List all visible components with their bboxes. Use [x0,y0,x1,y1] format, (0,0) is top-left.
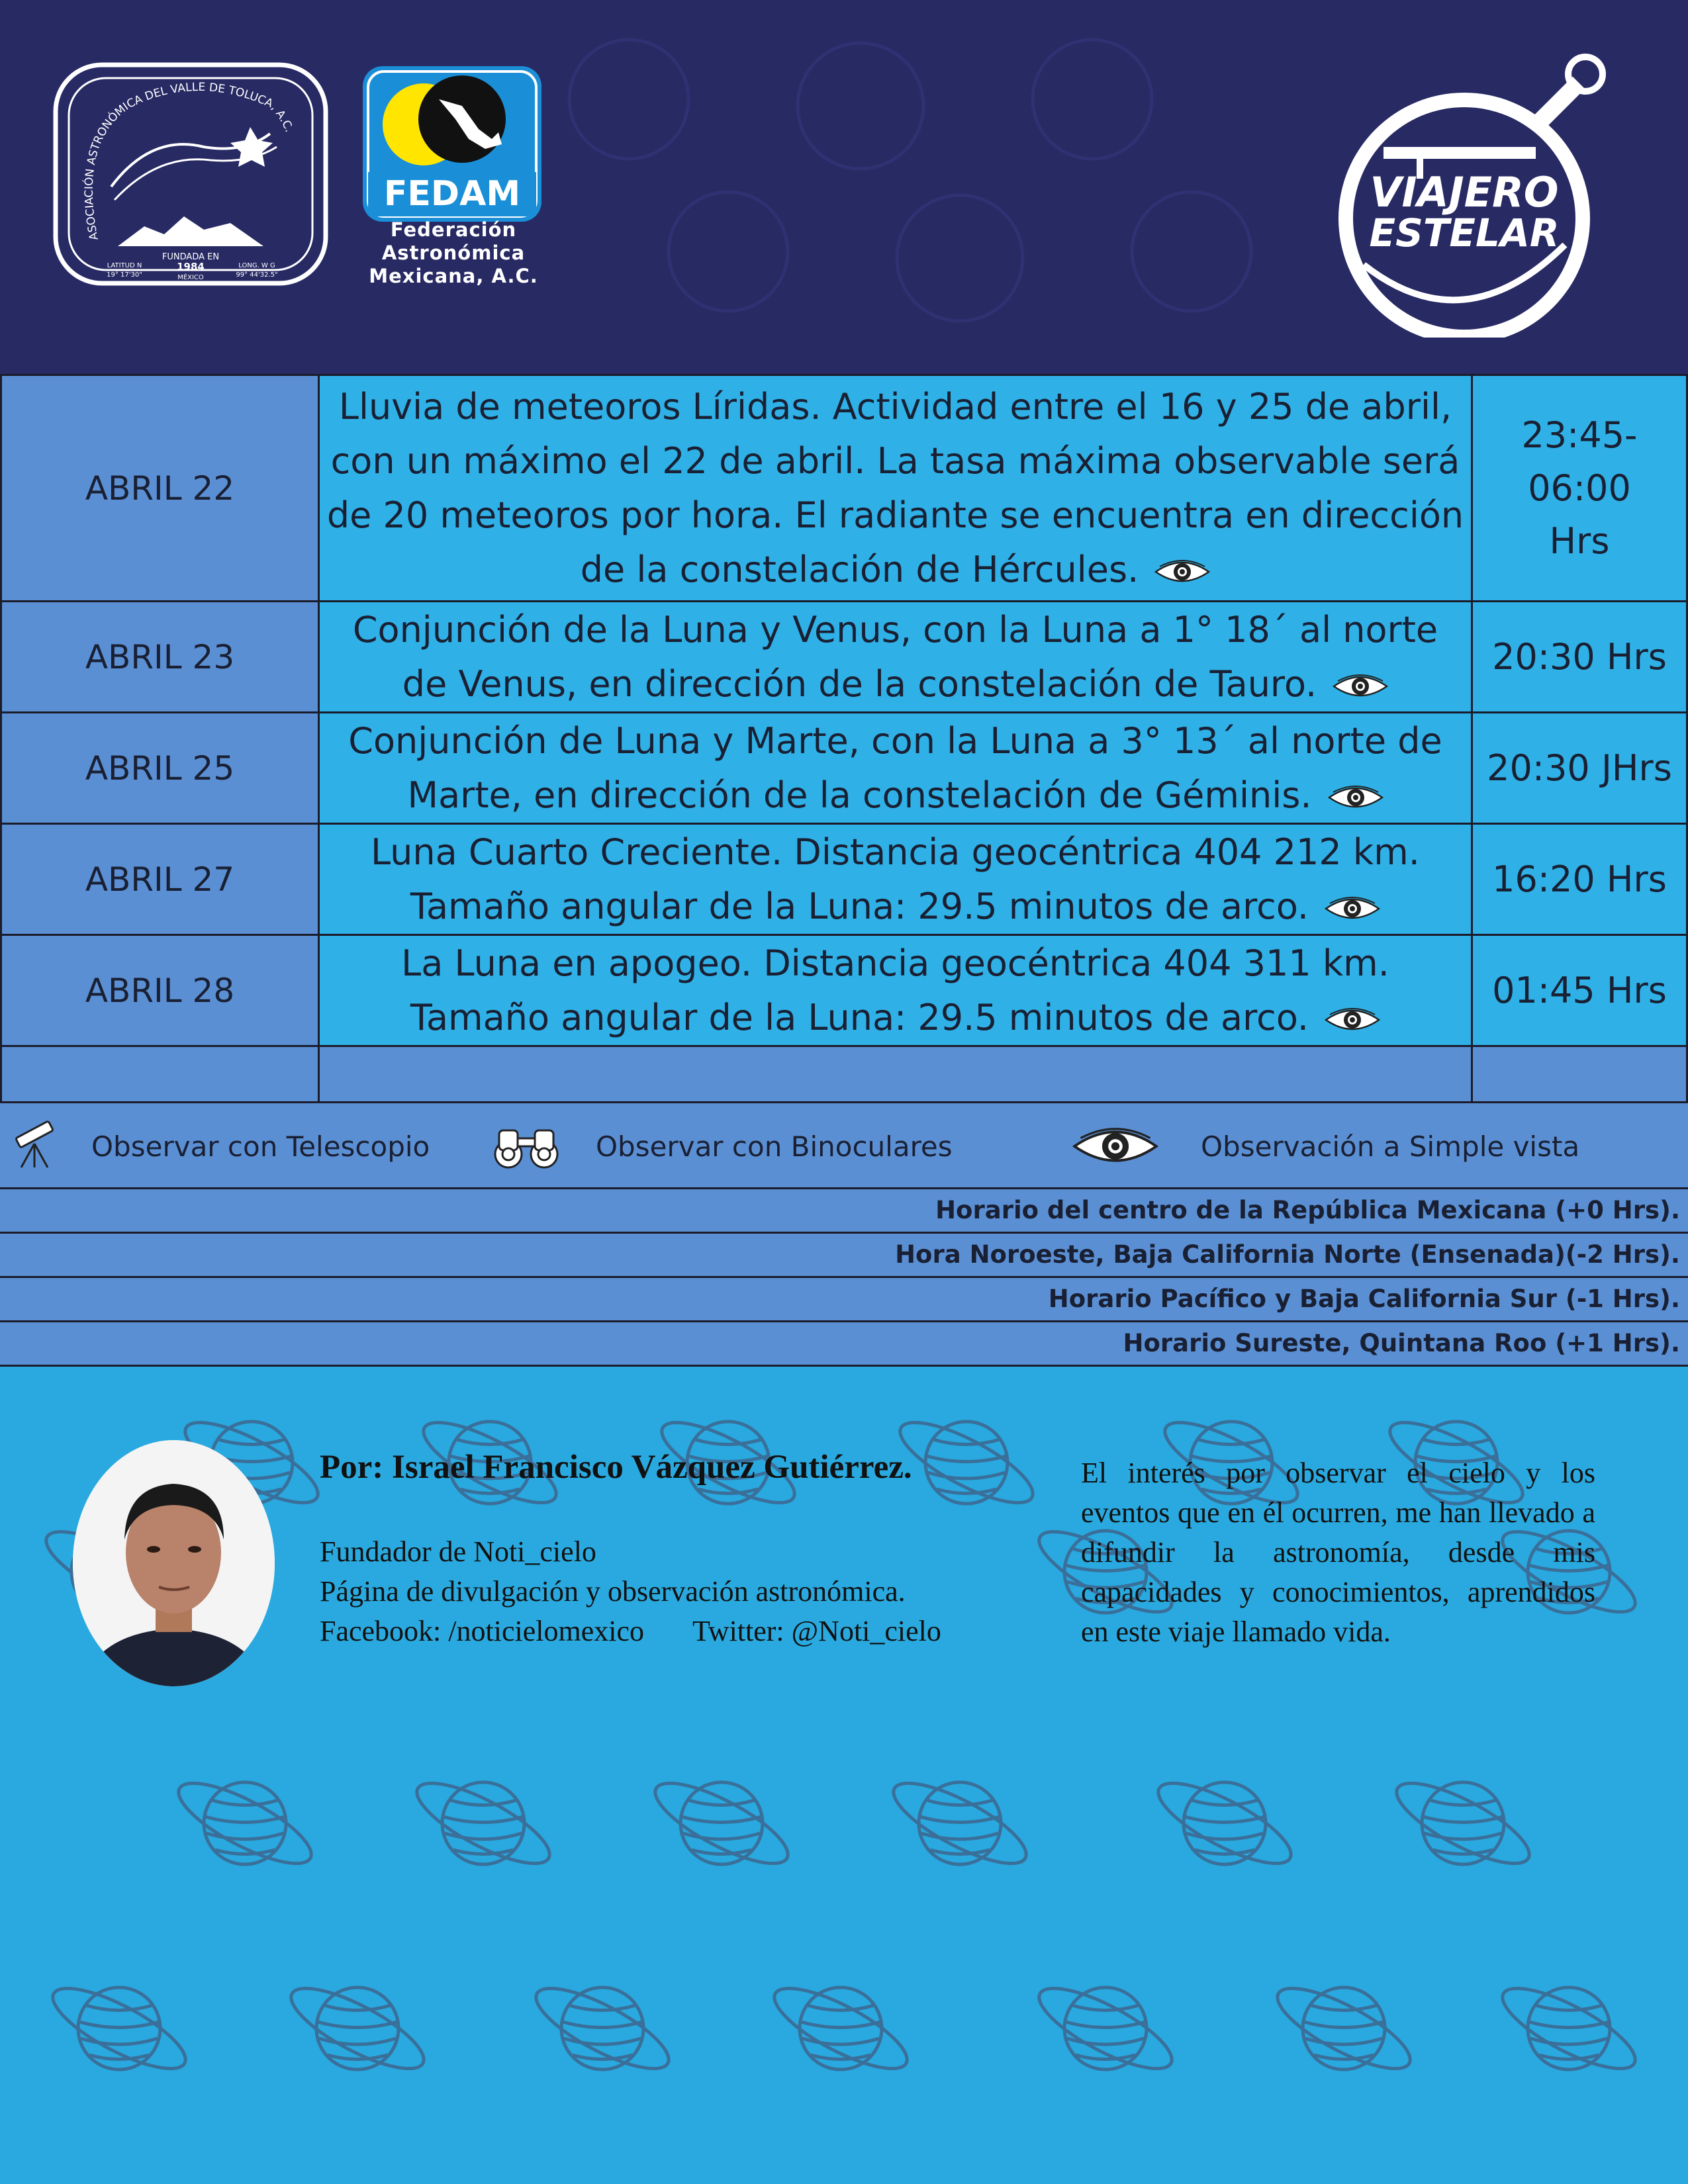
eye-icon [1328,783,1383,812]
fedam-caption-line: Mexicana, A.C. [369,265,538,287]
aavt-founded-label: FUNDADA EN [162,252,220,262]
event-date: ABRIL 23 [0,600,320,713]
table-row [0,934,1688,1047]
event-description [318,934,1473,1047]
aavt-lat-label: LATITUD N [107,262,142,269]
legend-telescope-label: Observar con Telescopio [91,1130,430,1163]
event-description-text: Luna Cuarto Creciente. Distancia geocéntrica 404 212 km. Tamaño angular de la Luna: 29.5 minutos de arco. [371,831,1420,927]
aavt-lat-value: 19° 17'30" [107,271,142,279]
planet-icon [407,1768,559,1878]
event-date: ABRIL 28 [0,934,320,1047]
table-row [0,823,1688,936]
author-social [320,1612,941,1651]
empty-cell [318,1045,1473,1103]
event-time: 20:30 Hrs [1471,600,1688,713]
timezone-row: Horario Sureste, Quintana Roo (+1 Hrs). [0,1322,1688,1367]
event-description [318,823,1473,936]
eye-icon [1325,1005,1380,1034]
eye-icon [1154,557,1210,586]
author-info [320,1532,941,1651]
planet-icon [1493,1974,1645,2083]
event-time: 23:45-06:00 Hrs [1471,374,1688,602]
event-description-text: Conjunción de Luna y Marte, con la Luna a 3° 13´ al norte de Marte, en dirección de la constelación de Géminis. [348,719,1442,816]
aavt-ring-text: ASOCIACIÓN ASTRONÓMICA DEL VALLE DE TOLUCA, A.C. [82,80,296,242]
fedam-caption [344,218,563,288]
fedam-logo [363,66,541,222]
table-row [0,711,1688,825]
planet-icon [1149,1768,1301,1878]
event-description [318,600,1473,713]
planet-icon [1387,1768,1539,1878]
event-description-text: Conjunción de la Luna y Venus, con la Luna a 1° 18´ al norte de Venus, en dirección de la constelación de Tauro. [352,608,1438,705]
legend-binoculars [490,1103,953,1189]
empty-cell [1471,1045,1688,1103]
legend-binoculars-label: Observar con Binoculares [596,1130,953,1163]
planet-icon [1268,1974,1420,2083]
author-role: Fundador de Noti_cielo [320,1535,596,1568]
legend-naked-eye [1072,1103,1579,1189]
planet-icon [890,1408,1043,1517]
table-row-empty [0,1045,1688,1103]
timezone-row: Horario Pacífico y Baja California Sur (-1 Hrs). [0,1278,1688,1322]
facebook-handle[interactable]: Facebook: /noticielomexico [320,1615,644,1647]
legend-naked-eye-label: Observación a Simple vista [1201,1130,1580,1163]
twitter-handle[interactable]: Twitter: @Noti_cielo [692,1615,941,1647]
viajero-estelar-logo [1317,33,1622,338]
event-description [318,374,1473,602]
eye-icon [1072,1124,1158,1169]
table-row [0,600,1688,713]
fedam-caption-line: Federación [390,218,517,241]
timezone-row: Hora Noroeste, Baja California Norte (Ensenada)(-2 Hrs). [0,1234,1688,1278]
planet-icon [765,1974,917,2083]
event-date: ABRIL 22 [0,374,320,602]
event-description [318,711,1473,825]
event-time: 16:20 Hrs [1471,823,1688,936]
aavt-long-label: LONG. W G [238,262,275,269]
planet-icon [645,1768,798,1878]
planet-icon [169,1768,321,1878]
author-name: Por: Israel Francisco Vázquez Gutiérrez. [320,1449,912,1486]
fedam-caption-line: Astronómica [381,242,526,264]
telescope-icon [9,1120,62,1173]
viajero-line2: ESTELAR [1369,210,1560,255]
planet-icon [526,1974,679,2083]
binoculars-icon [490,1120,563,1173]
event-time: 01:45 Hrs [1471,934,1688,1047]
planet-icon [884,1768,1036,1878]
header [0,0,1688,374]
event-date: ABRIL 27 [0,823,320,936]
event-time: 20:30 JHrs [1471,711,1688,825]
author-photo [73,1440,275,1686]
table-row [0,374,1688,602]
observation-legend [0,1103,1688,1189]
eye-icon [1333,672,1388,701]
eye-icon [1325,894,1380,923]
aavt-founded-year: 1984 [177,261,205,273]
planet-icon [1029,1974,1182,2083]
empty-cell [0,1045,320,1103]
event-description-text: Lluvia de meteoros Líridas. Actividad entre el 16 y 25 de abril, con un máximo el 22 de abril. La tasa máxima observable será de 20 meteoros por hora. El radiante se encuentra en dirección de la constelación de Hércules. [326,385,1464,590]
aavt-logo [52,61,330,287]
viajero-line1: VIAJERO [1370,168,1559,216]
fedam-acronym: FEDAM [383,174,521,214]
aavt-long-value: 99° 44'32.5" [236,271,278,279]
event-date: ABRIL 25 [0,711,320,825]
planet-icon [281,1974,434,2083]
legend-telescope [9,1103,430,1189]
author-quote: El interés por observar el cielo y los eventos que en él ocurren, me han llevado a difundir la astronomía, desde mis capacidades y conocimientos, aprendidos en este viaje llamado vida. [1081,1457,1595,1648]
event-description-text: La Luna en apogeo. Distancia geocéntrica 404 311 km. Tamaño angular de la Luna: 29.5 minutos de arco. [401,942,1389,1038]
planet-icon [43,1974,195,2083]
aavt-country: MÉXICO [177,274,204,281]
author-page: Página de divulgación y observación astronómica. [320,1575,906,1608]
timezone-row: Horario del centro de la República Mexicana (+0 Hrs). [0,1189,1688,1234]
